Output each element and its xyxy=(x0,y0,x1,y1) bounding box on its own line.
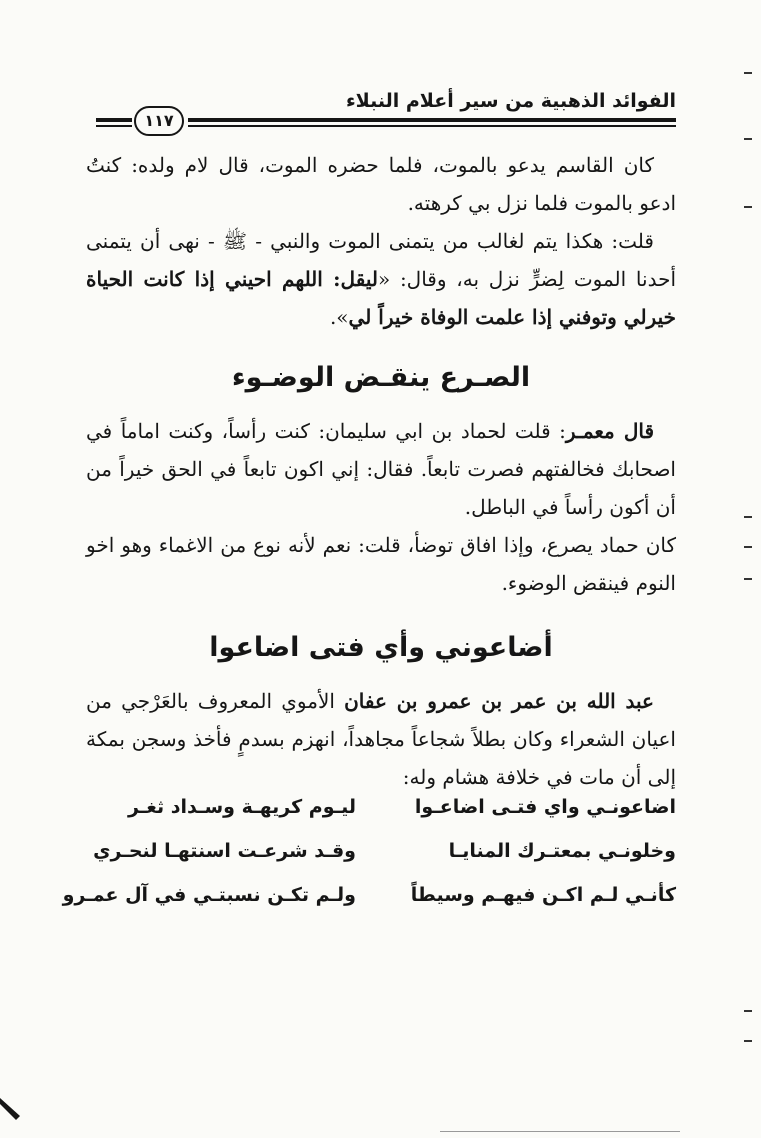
margin-tick xyxy=(744,1040,752,1042)
comment-end: ». xyxy=(329,305,349,329)
page-number: ١١٧ xyxy=(134,106,184,136)
margin-tick xyxy=(744,138,752,140)
margin-tick xyxy=(744,578,752,580)
margin-tick xyxy=(744,546,752,548)
verse-first-hemistich: وخلونـي بمعتـرك المنايـا xyxy=(448,840,676,862)
section-1 xyxy=(86,146,676,336)
header-rule-left xyxy=(96,118,132,122)
heading-adaouni: أضاعوني وأي فتى اضاعوا xyxy=(209,632,553,663)
verse-first-hemistich: اضاعونـي واي فتـى اضاعـوا xyxy=(414,796,676,818)
header-rule-left-thin xyxy=(96,125,132,127)
verse-second-hemistich: وقـد شرعـت اسنتهـا لنحـري xyxy=(93,840,356,862)
paragraph-comment xyxy=(86,222,676,336)
margin-tick xyxy=(744,72,752,74)
margin-tick xyxy=(744,516,752,518)
margin-tick xyxy=(744,1010,752,1012)
verse-second-hemistich: ليـوم كريهـة وسـداد ثغـر xyxy=(127,796,356,818)
header-rule-thick xyxy=(188,118,676,122)
section-2 xyxy=(86,412,676,602)
paragraph-arji xyxy=(86,682,676,796)
poem xyxy=(62,796,676,928)
mamar-text: : قلت لحماد بن ابي سليمان: كنت رأساً، وكنت اماماً في اصحابك فخالفتهم فصرت تابعاً. فقال: إني اكون تابعاً في الحق خيراً من أن أكون رأساً في الباطل. xyxy=(86,419,676,519)
heading-epilepsy: الصـرع ينقـض الوضـوء xyxy=(231,362,531,393)
poet-name: عبد الله بن عمر بن عمرو بن عفان xyxy=(344,689,654,713)
poem-verse xyxy=(86,840,676,884)
margin-tick xyxy=(744,206,752,208)
running-title: الفوائد الذهبية من سير أعلام النبلاء xyxy=(345,90,676,112)
bottom-edge-line xyxy=(440,1131,680,1132)
poem-verse xyxy=(86,796,676,840)
comment-text: قلت: هكذا يتم لغالب من يتمنى الموت والنبي - ﷺ - نهى أن يتمنى أحدنا الموت لِضرٍّ نزل به، وقال: « xyxy=(86,229,677,291)
arji-text: الأموي المعروف بالعَرْجي من اعيان الشعراء وكان بطلاً شجاعاً مجاهداً، انهزم بسدمٍ فأخذ وسجن بمكة إلى أن مات في خلافة هشام وله: xyxy=(86,689,676,789)
verse-second-hemistich: ولـم تكـن نسبتـي في آل عمـرو xyxy=(62,884,356,906)
paragraph-mamar xyxy=(86,412,676,526)
poem-verse xyxy=(62,884,676,928)
header-rule-thin xyxy=(188,125,676,127)
speaker-name: قال معمـر xyxy=(565,419,655,443)
verse-first-hemistich: كأنـي لـم اكـن فيهـم وسيطاً xyxy=(410,884,676,906)
paragraph-qasim: كان القاسم يدعو بالموت، فلما حضره الموت، قال لام ولده: كنتُ ادعو بالموت فلما نزل بي كرهته. xyxy=(86,153,676,215)
section-3 xyxy=(86,682,676,796)
hadith-quote: ليقل: اللهم احيني إذا كانت الحياة خيرلي وتوفني إذا علمت الوفاة خيراً لي xyxy=(86,267,676,329)
paragraph-hammad: كان حماد يصرع، وإذا افاق توضأ، قلت: نعم لأنه نوع من الاغماء وهو اخو النوم فينقض الوضوء. xyxy=(86,533,676,595)
page-header xyxy=(96,84,676,144)
corner-mark-icon xyxy=(0,1098,24,1122)
